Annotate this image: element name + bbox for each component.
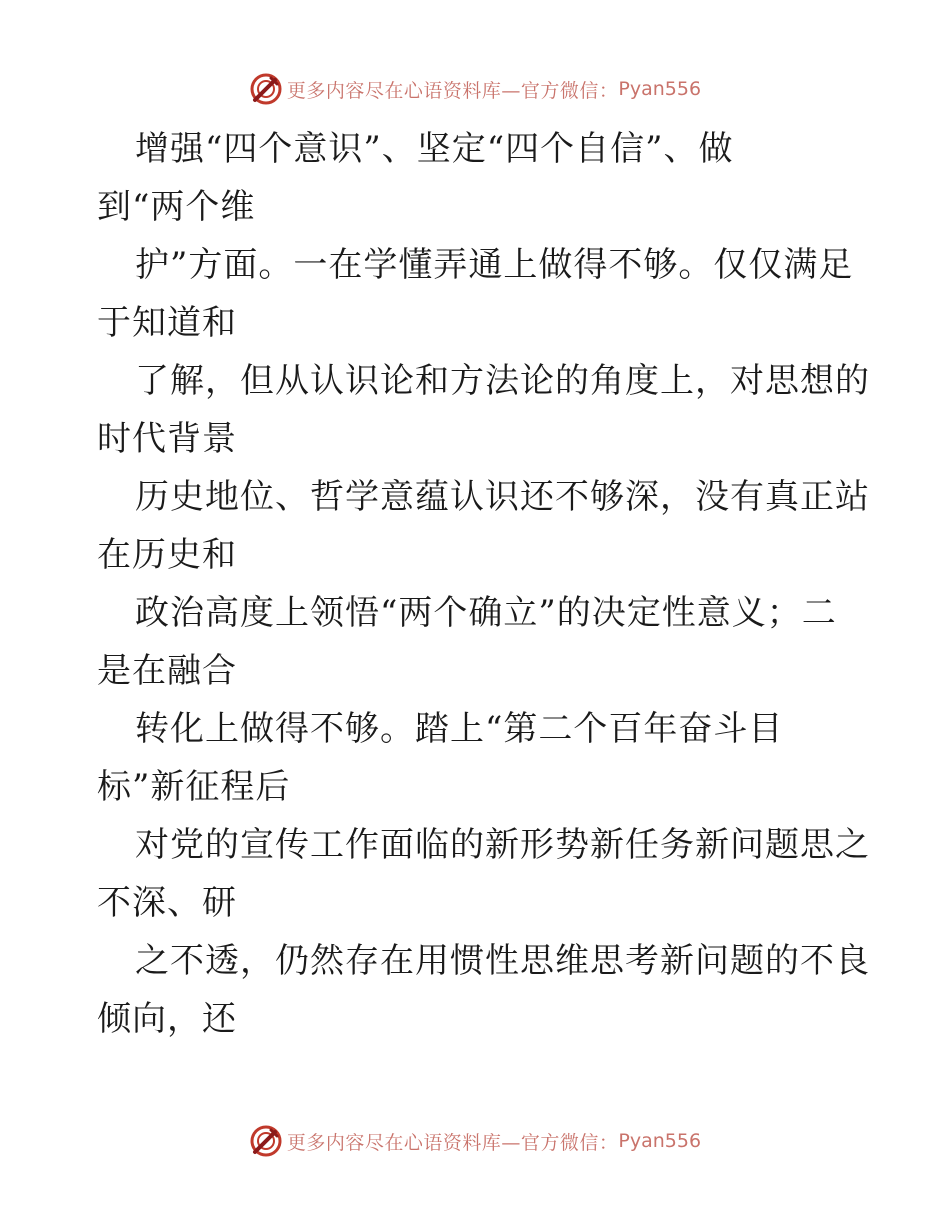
banner-text: 更多内容尽在心语资料库—官方微信：	[286, 79, 619, 102]
wechat-id: Pyan556	[618, 78, 702, 100]
text-line: 倾向，还	[97, 999, 237, 1039]
text-line: 历史地位、哲学意蕴认识还不够深，没有真正站	[135, 477, 870, 517]
wechat-id: Pyan556	[618, 1130, 702, 1152]
text-line: 护”方面。一在学懂弄通上做得不够。仅仅满足	[135, 245, 854, 285]
text-line: 于知道和	[97, 303, 237, 343]
seal-logo-icon	[249, 72, 283, 106]
text-line: 在历史和	[97, 535, 237, 575]
text-line: 增强“四个意识”、坚定“四个自信”、做	[135, 129, 734, 169]
text-line: 不深、研	[97, 883, 237, 923]
seal-logo-icon	[249, 1124, 283, 1158]
banner-text: 更多内容尽在心语资料库—官方微信：	[286, 1131, 619, 1154]
text-line: 时代背景	[97, 419, 237, 459]
document-body	[97, 120, 870, 1048]
text-line: 到“两个维	[97, 187, 256, 227]
text-line: 转化上做得不够。踏上“第二个百年奋斗目	[135, 709, 784, 749]
text-line: 了解，但从认识论和方法论的角度上，对思想的	[135, 361, 870, 401]
text-line: 对党的宣传工作面临的新形势新任务新问题思之	[135, 825, 870, 865]
text-line: 标”新征程后	[97, 767, 291, 807]
header-banner	[0, 72, 950, 106]
text-line: 是在融合	[97, 651, 237, 691]
footer-banner	[0, 1124, 950, 1158]
text-line: 政治高度上领悟“两个确立”的决定性意义；二	[135, 593, 837, 633]
text-line: 之不透，仍然存在用惯性思维思考新问题的不良	[135, 941, 870, 981]
